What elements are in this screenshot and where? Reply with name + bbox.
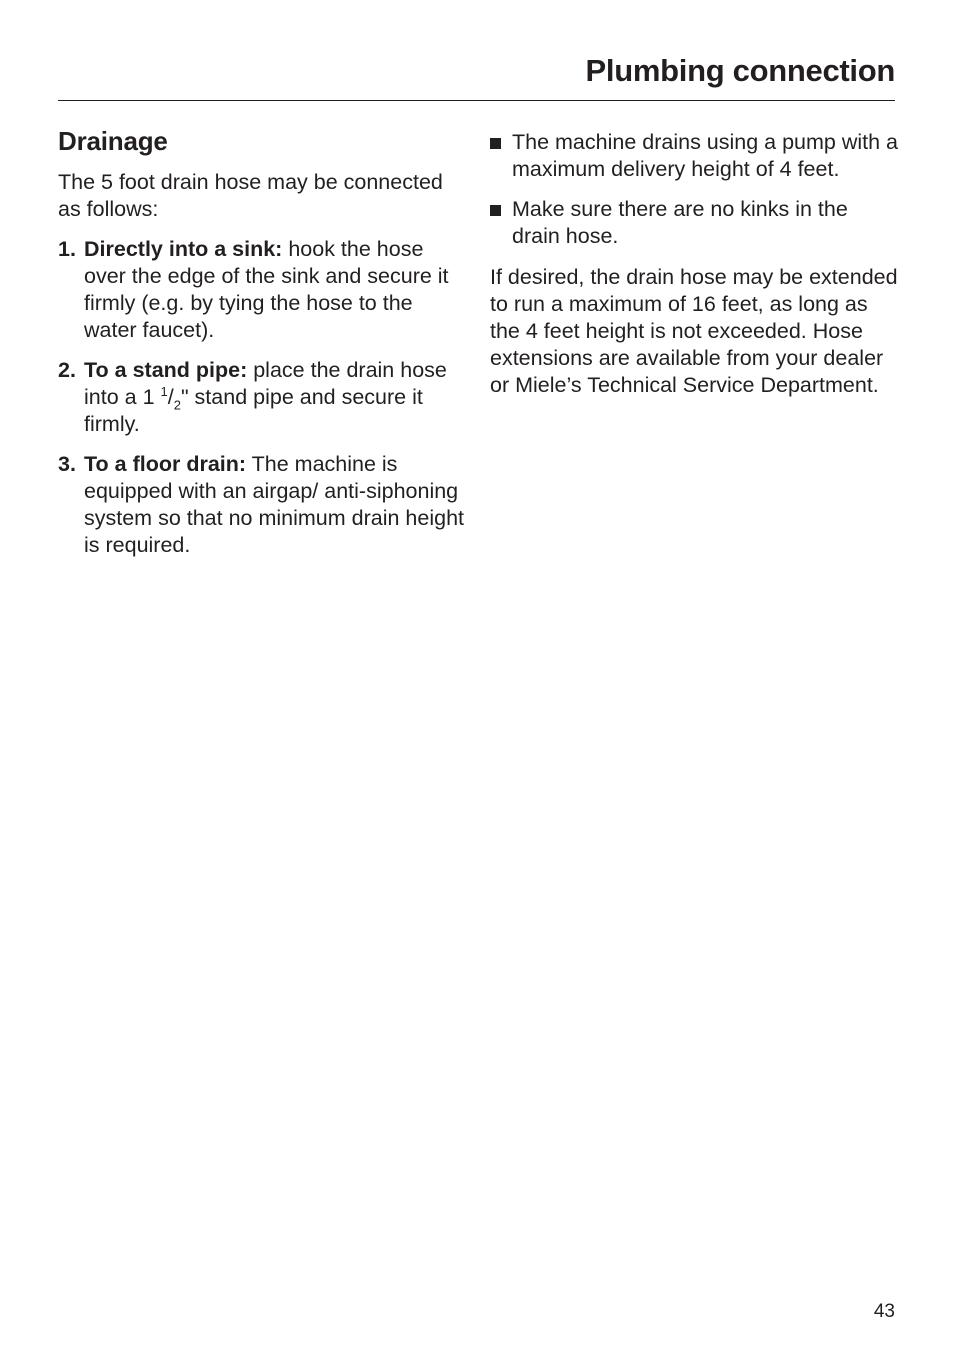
section-heading-drainage: Drainage bbox=[58, 126, 168, 156]
step-lead: To a floor drain: bbox=[84, 452, 247, 476]
extension-note-paragraph: If desired, the drain hose may be extended to run a maximum of 16 feet, as long as the 4 feet height is not exceeded. Hose extensions are available from your dealer or Miele’s Technical Service Department. bbox=[490, 265, 898, 397]
square-bullet-icon bbox=[490, 138, 501, 149]
step-lead: To a stand pipe: bbox=[84, 358, 248, 382]
fraction-numerator: 1 bbox=[160, 383, 168, 399]
step-number: 3. bbox=[58, 452, 76, 476]
list-item bbox=[58, 357, 468, 438]
connection-steps-list bbox=[58, 236, 468, 559]
bullet-text: Make sure there are no kinks in the drain hose. bbox=[512, 197, 848, 248]
list-item bbox=[58, 451, 468, 559]
page-title: Plumbing connection bbox=[585, 53, 895, 88]
notes-bullet-list bbox=[490, 129, 900, 250]
step-text: place the drain hose into a 1 bbox=[84, 358, 447, 409]
left-column bbox=[58, 124, 468, 572]
fraction-denominator: 2 bbox=[173, 397, 181, 413]
step-number: 1. bbox=[58, 237, 76, 261]
right-column bbox=[490, 124, 900, 399]
step-text-continued: " stand pipe and secure it firmly. bbox=[84, 385, 423, 436]
square-bullet-icon bbox=[490, 205, 501, 216]
step-text: The machine is equipped with an airgap/ anti-siphoning system so that no minimum drain height is required. bbox=[84, 452, 464, 557]
step-text: hook the hose over the edge of the sink and secure it firmly (e.g. by tying the hose to the water faucet). bbox=[84, 237, 449, 342]
list-item bbox=[490, 196, 900, 250]
header-divider bbox=[58, 100, 895, 101]
intro-paragraph: The 5 foot drain hose may be connected as follows: bbox=[58, 170, 443, 221]
fraction-slash: / bbox=[167, 385, 174, 409]
step-lead: Directly into a sink: bbox=[84, 237, 283, 261]
list-item bbox=[58, 236, 468, 344]
step-number: 2. bbox=[58, 358, 76, 382]
page-number: 43 bbox=[873, 1301, 895, 1322]
bullet-text: The machine drains using a pump with a maximum delivery height of 4 feet. bbox=[512, 130, 899, 181]
list-item bbox=[490, 129, 900, 183]
